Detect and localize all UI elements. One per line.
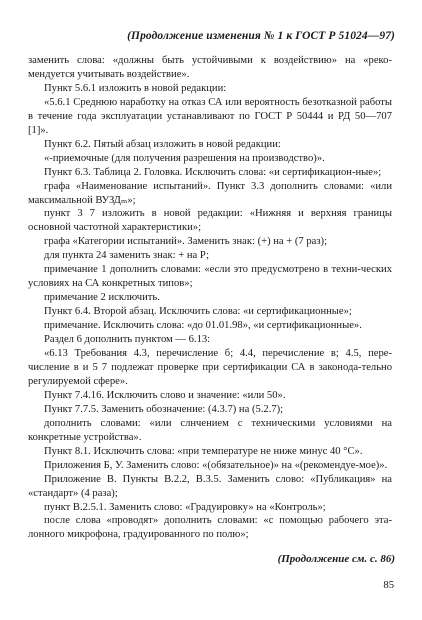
paragraph: графа «Наименование испытаний». Пункт 3.3 дополнить словами: «или максимальной ВУЗДₘ»; (28, 180, 392, 206)
continuation-note: (Продолжение см. с. 86) (277, 553, 395, 565)
paragraph: графа «Категории испытаний». Заменить знак: (+) на + (7 раз); (44, 236, 328, 248)
paragraph: «6.13 Требования 4.3, перечисление б; 4.4, перечисление в; 4.5, пере-числение в и 5 7 подлежат проверке при сертификации СА в законода-тельно регулируемой сфере». (28, 348, 392, 387)
paragraph: примечание 1 дополнить словами: «если это предусмотрено в техни-ческих условиях на СА конкретных типов»; (28, 264, 392, 290)
paragraph: примечание 2 исключить. (44, 292, 160, 304)
paragraph: Пункт 6.4. Второй абзац. Исключить слова: «и сертификационные»; (44, 306, 352, 318)
paragraph: Пункт 5.6.1 изложить в новой редакции: (44, 82, 227, 94)
paragraph: Приложение В. Пункты В.2.2, В.3.5. Заменить слово: «Публикация» на «стандарт» (4 раза); (28, 473, 392, 499)
paragraph: «5.6.1 Среднюю наработку на отказ СА или вероятность безотказной работы в течение года эксплуатации устанавливают по ГОСТ Р 50444 и РД 50—707 [1]». (28, 96, 392, 136)
page-number: 85 (383, 580, 394, 591)
paragraph: Пункт 6.3. Таблица 2. Головка. Исключить слова: «и сертификацион-ные»; (44, 166, 382, 178)
paragraph: пункт 3 7 изложить в новой редакции: «Нижняя и верхняя границы основной частотной характеристики»; (28, 208, 392, 234)
paragraph: Пункт 8.1. Исключить слова: «при температуре не ниже минус 40 °С». (44, 445, 363, 457)
paragraph: Приложения Б, У. Заменить слово: «(обязательное)» на «(рекомендуе-мое)». (44, 459, 388, 471)
paragraph: примечание. Исключить слова: «до 01.01.98», «и сертификационные». (44, 320, 362, 332)
document-body (28, 54, 392, 542)
paragraph: Пункт 7.4.16. Исключить слово и значение: «или 50». (44, 389, 286, 401)
paragraph: Раздел 6 дополнить пунктом — 6.13: (44, 334, 211, 346)
paragraph: для пункта 24 заменить знак: + на Р; (44, 250, 210, 262)
paragraph: «-приемочные (для получения разрешения на производство)». (44, 152, 325, 164)
paragraph: Пункт 6.2. Пятый абзац изложить в новой редакции: (44, 138, 281, 150)
paragraph: пункт В.2.5.1. Заменить слово: «Градуировку» на «Контроль»; (44, 501, 326, 513)
paragraph: Пункт 7.7.5. Заменить обозначение: (4.3.7) на (5.2.7); (44, 403, 284, 415)
paragraph: заменить слова: «должны быть устойчивыми к воздействию» на «реко-мендуется учитывать воздействие». (28, 55, 392, 80)
paragraph: после слова «проводят» дополнить словами: «с помощью рабочего эта-лонного микрофона, градуированного по полю»; (28, 515, 392, 541)
paragraph: дополнить словами: «или слнчением с техническими условиями на конкретные устройства». (28, 417, 392, 443)
running-header: (Продолжение изменения № 1 к ГОСТ Р 51024—97) (127, 30, 395, 42)
